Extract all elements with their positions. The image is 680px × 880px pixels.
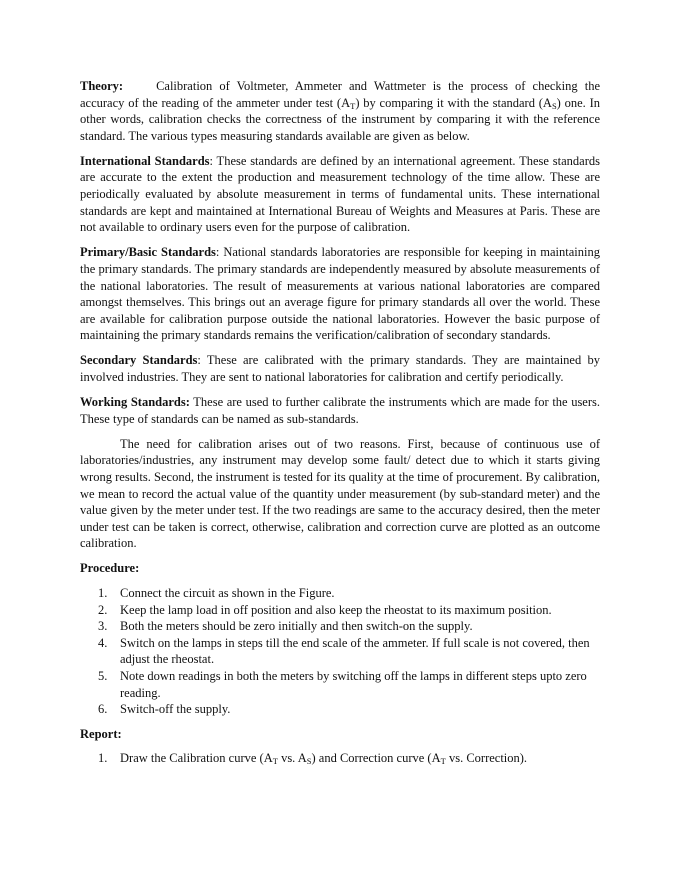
report-heading: Report: [80,726,122,741]
working-standards-heading: Working Standards: [80,395,190,410]
secondary-standards-heading: Secondary Standards [80,353,198,368]
secondary-standards-paragraph: Secondary Standards: These are calibrated with the primary standards. They are maintained by involved industries. They are sent to national laboratories for calibration and certify periodically. [80,353,600,384]
procedure-list [80,585,600,718]
list-item: 1. Draw the Calibration curve ($A_T$ vs. $A_S$) and Correction curve ($A_T$ vs. Correction). [98,751,528,767]
theory-paragraph: Theory: Calibration of Voltmeter, Ammeter and Wattmeter is the process of checking the accuracy of the reading of the ammeter under test $(A_T)$ by comparing it with the standard $(A_S)$ one. In other words, calibration checks the correctness of the instrument by comparing it with the reference standard. The various types measuring standards available are given as below. [80,79,601,143]
list-item: 3. Both the meters should be zero initially and then switch-on the supply. [98,619,473,634]
report-list [80,750,600,767]
list-item: 2. Keep the lamp load in off position and also keep the rheostat to its maximum position. [98,602,552,617]
document-page [80,78,600,775]
procedure-heading: Procedure: [80,561,140,576]
list-item: 4. Switch on the lamps in steps till the end scale of the ammeter. If full scale is not covered, then adjust the rheostat. [98,635,590,667]
primary-standards-heading: Primary/Basic Standards [80,245,216,260]
international-standards-paragraph: International Standards: These standards are defined by an international agreement. These standards are accurate to the extent the production and measurement technology of the time allow. These are periodically evaluated by absolute measurement in terms of fundamental units. These international standards are kept and maintained at International Bureau of Weights and Measures at Paris. These are not available to ordinary users even for the purpose of calibration. [80,153,600,235]
list-item: 6. Switch-off the supply. [98,702,231,717]
international-standards-heading: International Standards [80,153,210,168]
list-item: 1. Connect the circuit as shown in the Figure. [98,586,335,601]
primary-standards-paragraph: Primary/Basic Standards: National standards laboratories are responsible for keeping in maintaining the primary standards. The primary standards are independently measured by absolute measurements of the national laboratories. The result of measurements at various national laboratories are compared amongst themselves. This brings out an average figure for primary standards all over the world. These are available for calibration purpose outside the national laboratories. However the basic purpose of maintaining the primary standards remains the verification/calibration of secondary standards. [80,245,600,343]
calibration-need-paragraph: The need for calibration arises out of two reasons. First, because of continuous use of laboratories/industries, any instrument may develop some fault/ detect due to which it starts giving wrong results. Second, the instrument is tested for its quality at the time of procurement. By calibration, we mean to record the actual value of the quantity under measurement (by sub-standard meter) and the value given by the meter under test. If the two readings are same to the accuracy desired, then the meter under test can be taken is correct, otherwise, calibration and correction curve are plotted as an outcome calibration. [80,436,600,551]
working-standards-paragraph: Working Standards: These are used to further calibrate the instruments which are made for the users. These type of standards can be named as sub-standards. [80,395,601,426]
list-item: 5. Note down readings in both the meters by switching off the lamps in different steps upto zero reading. [98,669,587,700]
theory-heading: Theory: [80,79,124,93]
